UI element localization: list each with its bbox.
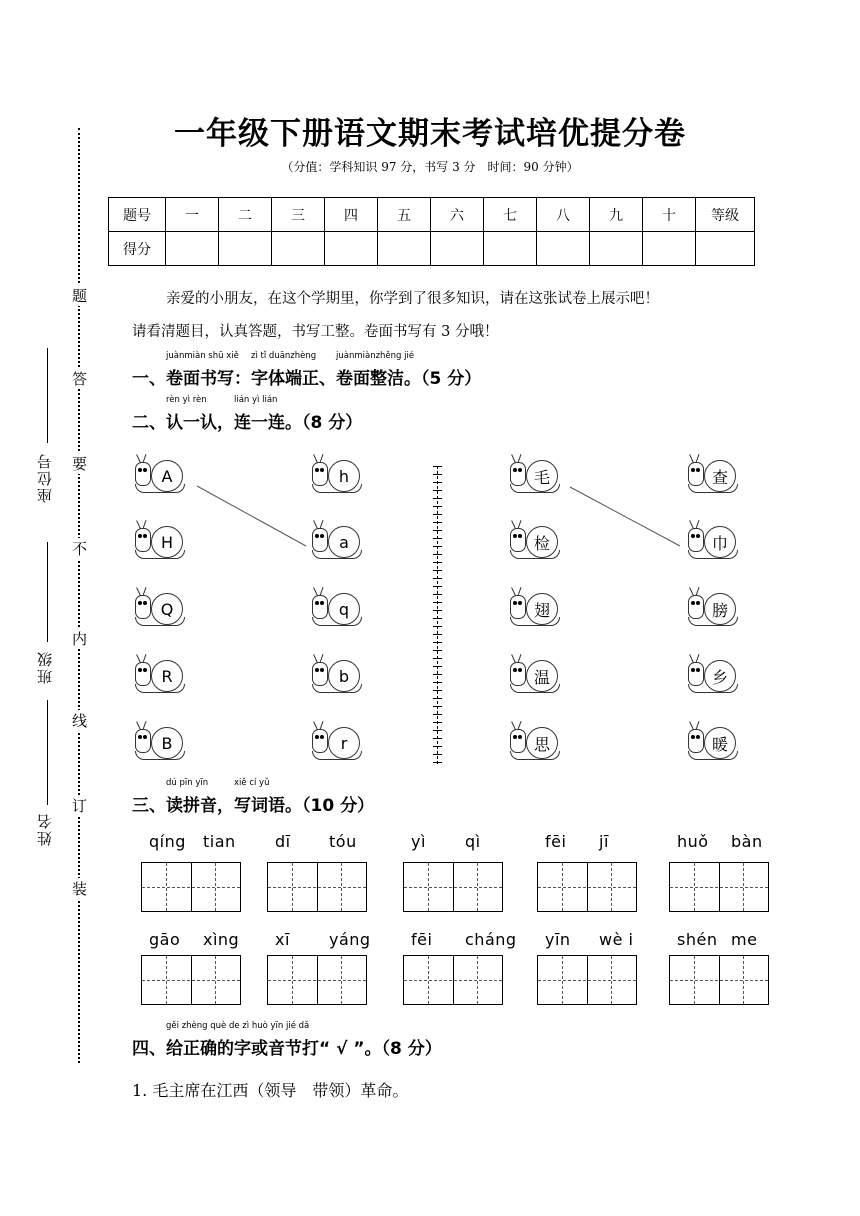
example-line-right (570, 487, 680, 546)
grid-guide (477, 956, 478, 1004)
exam-title: 一年级下册语文期末考试培优提分卷 (174, 116, 686, 152)
snail-shell-label: 翅 (526, 593, 558, 625)
pinyin-syllable-2: yáng (329, 930, 371, 949)
snail-shell-label: 思 (526, 727, 558, 759)
grid-guide (215, 863, 216, 911)
snail-shell-label: 温 (526, 660, 558, 692)
pinyin: gěi zhèng què de zì huò yīn jié dǎ (166, 1021, 310, 1031)
grid-guide (694, 956, 695, 1004)
grid-guide (268, 887, 366, 888)
table-cell: 得分 (109, 232, 166, 266)
pinyin-syllable-1: shén (677, 930, 718, 949)
pinyin: lián yì lián (234, 395, 278, 405)
snail-shell-label: h (328, 460, 360, 492)
grid-guide (215, 956, 216, 1004)
pinyin: juànmiànzhěng jié (336, 351, 415, 361)
pinyin-syllable-2: qì (465, 832, 481, 851)
pinyin-syllable-2: wè i (599, 930, 634, 949)
score-note: 。（5 分） (404, 369, 482, 389)
margin-notice-3: 线 (72, 712, 88, 730)
word: 读拼音 (166, 796, 217, 816)
grid-guide (670, 980, 768, 981)
intro-line-1: 亲爱的小朋友，在这个学期里，你学到了很多知识，请在这张试卷上展示吧！ (166, 291, 659, 307)
grid-guide (142, 887, 240, 888)
punct: ： (234, 369, 251, 389)
grid-guide (743, 956, 744, 1004)
pinyin: xiě cí yǔ (234, 778, 270, 788)
table-cell: 八 (537, 198, 590, 232)
snail-shell-label: 膀 (704, 593, 736, 625)
grid-guide (142, 980, 240, 981)
writing-grid[interactable] (141, 862, 241, 912)
seat-label: 座位号 (36, 452, 54, 503)
table-cell: 七 (484, 198, 537, 232)
margin-notice-7: 答 (72, 370, 88, 388)
table-cell: 二 (219, 198, 272, 232)
snail-shell-label: b (328, 660, 360, 692)
margin-notice-8: 题 (72, 287, 88, 305)
snail-shell-label: q (328, 593, 360, 625)
pinyin-syllable-1: yīn (545, 930, 571, 949)
punct: ， (217, 796, 234, 816)
snail-shell-label: B (151, 727, 183, 759)
section-number: 一、 (132, 369, 166, 389)
snail-shell-label: R (151, 660, 183, 692)
name-label: 姓名 (36, 812, 54, 846)
snail-shell-label: r (328, 727, 360, 759)
grid-guide (292, 863, 293, 911)
snail-shell-label: A (151, 460, 183, 492)
section-number: 四、 (132, 1039, 166, 1059)
grid-guide (611, 956, 612, 1004)
grid-guide (428, 863, 429, 911)
grid-guide (694, 863, 695, 911)
grid-guide (538, 980, 636, 981)
score-note: “ √ ”。（8 分） (319, 1039, 442, 1059)
class-label: 班级 (36, 650, 54, 684)
snail-shell-label: H (151, 526, 183, 558)
table-cell: 六 (431, 198, 484, 232)
table-cell: 题号 (109, 198, 166, 232)
score-note: 。（10 分） (285, 796, 375, 816)
grid-guide (477, 863, 478, 911)
example-line-left (197, 486, 306, 546)
grid-guide (538, 887, 636, 888)
grid-guide (404, 887, 502, 888)
pinyin-word (166, 1021, 319, 1059)
writing-grid[interactable] (141, 955, 241, 1005)
grid-guide (562, 863, 563, 911)
pinyin: dú pīn yīn (166, 778, 209, 788)
snail-shell-label: a (328, 526, 360, 558)
table-cell: 四 (325, 198, 378, 232)
pinyin-syllable-1: xī (275, 930, 290, 949)
table-cell: 一 (166, 198, 219, 232)
snail-shell-label: 检 (526, 526, 558, 558)
grid-guide (428, 956, 429, 1004)
pinyin-word (234, 778, 285, 816)
pinyin-syllable-2: me (731, 930, 758, 949)
punct: 、 (319, 369, 336, 389)
word: 给正确的字或音节打 (166, 1039, 319, 1059)
word: 卷面整洁 (336, 369, 404, 389)
table-cell: 九 (590, 198, 643, 232)
writing-grid[interactable] (403, 955, 503, 1005)
grid-guide (268, 980, 366, 981)
pinyin-syllable-2: cháng (465, 930, 517, 949)
writing-grid[interactable] (403, 862, 503, 912)
snail-shell-label: 巾 (704, 526, 736, 558)
pinyin-syllable-1: qíng (149, 832, 186, 851)
grid-guide (341, 863, 342, 911)
writing-grid[interactable] (669, 862, 769, 912)
grid-guide (166, 863, 167, 911)
grid-guide (611, 863, 612, 911)
punct: ， (217, 413, 234, 433)
grid-guide (562, 956, 563, 1004)
snail-shell-label: 查 (704, 460, 736, 492)
pinyin-syllable-1: huǒ (677, 832, 709, 851)
pinyin-syllable-1: fēi (411, 930, 433, 949)
intro-line-2: 请看清题目，认真答题，书写工整。卷面书写有 3 分哦！ (132, 324, 499, 340)
grid-guide (292, 956, 293, 1004)
grid-guide (166, 956, 167, 1004)
writing-grid[interactable] (267, 862, 367, 912)
snail-shell-label: Q (151, 593, 183, 625)
pinyin-syllable-1: fēi (545, 832, 567, 851)
score-note: 。（8 分） (285, 413, 363, 433)
question-4-1: 1. 毛主席在江西（领导 带领）革命。 (132, 1081, 409, 1100)
word: 字体端正 (251, 369, 319, 389)
pinyin-syllable-1: gāo (149, 930, 181, 949)
word: 连一连 (234, 413, 285, 433)
snail-shell-label: 乡 (704, 660, 736, 692)
word: 认一认 (166, 413, 217, 433)
margin-notice-1: 装 (72, 880, 88, 898)
pinyin-word (166, 778, 217, 816)
exam-subtitle: （分值：学科知识 97 分，书写 3 分 时间：90 分钟） (281, 160, 579, 174)
word: 卷面书写 (166, 369, 234, 389)
table-cell: 十 (643, 198, 696, 232)
snail-shell-label: 毛 (526, 460, 558, 492)
pinyin: rèn yì rèn (166, 395, 207, 405)
section-4-heading (132, 1021, 442, 1059)
pinyin: zì tǐ duānzhèng (251, 351, 317, 361)
table-cell: 等级 (696, 198, 755, 232)
grid-guide (670, 887, 768, 888)
section-number: 三、 (132, 796, 166, 816)
writing-grid[interactable] (537, 955, 637, 1005)
table-cell: 三 (272, 198, 325, 232)
margin-notice-5: 不 (72, 540, 88, 558)
grid-guide (743, 863, 744, 911)
pinyin: juànmiàn shū xiě (166, 351, 239, 361)
margin-notice-6: 要 (72, 455, 88, 473)
section-3-heading (132, 778, 375, 816)
pinyin-syllable-1: dī (275, 832, 291, 851)
pinyin-syllable-2: tian (203, 832, 236, 851)
margin-notice-4: 内 (72, 630, 88, 648)
grid-guide (404, 980, 502, 981)
table-cell: 五 (378, 198, 431, 232)
writing-grid[interactable] (267, 955, 367, 1005)
margin-notice-2: 订 (72, 797, 88, 815)
pinyin-syllable-2: xìng (203, 930, 240, 949)
pinyin-syllable-1: yì (411, 832, 426, 851)
column-divider-ticks (433, 466, 442, 764)
snail-shell-label: 暖 (704, 727, 736, 759)
section-number: 二、 (132, 413, 166, 433)
pinyin-syllable-2: bàn (731, 832, 763, 851)
grid-guide (341, 956, 342, 1004)
pinyin-syllable-2: tóu (329, 832, 357, 851)
word: 写词语 (234, 796, 285, 816)
writing-grid[interactable] (669, 955, 769, 1005)
writing-grid[interactable] (537, 862, 637, 912)
pinyin-syllable-2: jī (599, 832, 609, 851)
